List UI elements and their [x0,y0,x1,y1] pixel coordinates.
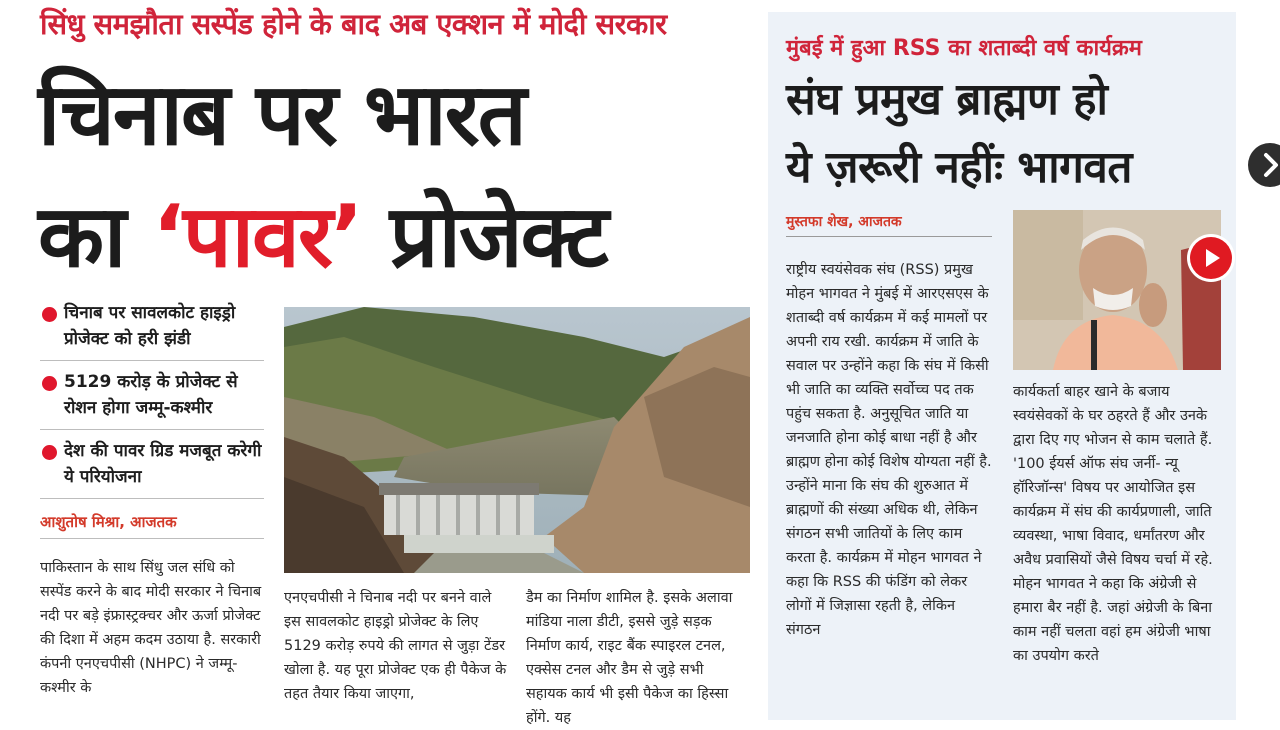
dam-photo [284,307,750,573]
bullet-item [40,369,264,430]
left-story-bullets [40,300,264,507]
right-story-kicker: मुंबई में हुआ RSS का शताब्दी वर्ष कार्यक्रम [786,36,1142,61]
left-story-headline-line1: चिनाब पर भारत [38,65,525,165]
bullet-dot-icon [42,445,57,460]
headline-text-post: प्रोजेक्ट [361,187,607,287]
right-story-byline: मुस्तफा शेख, आजतक [786,214,902,230]
bullet-text: देश की पावर ग्रिड मजबूत करेगी ये परियोजना [64,441,262,487]
bullet-text: 5129 करोड़ के प्रोजेक्ट से रोशन होगा जम्मू-कश्मीर [64,372,238,418]
bullet-dot-icon [42,376,57,391]
bullet-dot-icon [42,307,57,322]
left-story-column-3: डैम का निर्माण शामिल है. इसके अलावा मांडिया नाला डीटी, इससे जुड़े सड़क निर्माण कार्य, राइट बैंक स्पाइरल टनल, एक्सेस टनल और डैम से जुड़े सभी सहायक कार्य भी इसी पैकेज का हिस्सा होंगे. यह [526,590,733,726]
right-byline-divider [786,236,992,237]
left-story-kicker: सिंधु समझौता सस्पेंड होने के बाद अब एक्शन में मोदी सरकार [40,7,667,41]
right-story-column-1: राष्ट्रीय स्वयंसेवक संघ (RSS) प्रमुख मोहन भागवत ने मुंबई में आरएसएस के शताब्दी वर्ष कार्यक्रम में कई मामलों पर अपनी राय रखी. कार्यक्रम में जाति के सवाल पर उन्होंने कहा कि संघ में किसी भी जाति का व्यक्ति सर्वोच्च पद तक पहुंच सकता है. अनुसूचित जाति या जनजाति होना कोई बाधा नहीं है और ब्राह्मण होना कोई विशेष योग्यता नहीं है. उन्होंने माना कि संघ की शुरुआत में ब्राह्मणों की संख्या अधिक थी, लेकिन संगठन सभी जातियों के लिए काम करता है. कार्यक्रम में मोहन भागवत ने कहा कि RSS की फंडिंग को लेकर लोगों में जिज्ञासा रहती है, लेकिन संगठन [786,262,992,638]
headline-text-pre: का [38,187,153,287]
play-icon [1190,237,1232,279]
bullet-item [40,438,264,499]
bullet-item [40,300,264,361]
left-story-headline-line2 [38,187,607,287]
bhagwat-photo [1013,210,1221,370]
dam-photo-illustration [284,307,750,573]
right-story-headline-line2: ये ज़रूरी नहींः भागवत [786,142,1132,193]
speaker-photo-illustration [1013,210,1221,370]
left-story-byline: आशुतोष मिश्रा, आजतक [40,513,177,531]
next-page-button[interactable] [1248,143,1280,187]
right-story-headline-line1: संघ प्रमुख ब्राह्मण हो [786,74,1108,125]
headline-highlight: ‘पावर’ [152,187,362,287]
bullet-text: चिनाब पर सावलकोट हाइड्रो प्रोजेक्ट को हरी झंडी [64,303,236,349]
chevron-right-icon [1248,143,1280,187]
left-story-column-2: एनएचपीसी ने चिनाब नदी पर बनने वाले इस सावलकोट हाइड्रो प्रोजेक्ट के लिए 5129 करोड़ रुपये की लागत से जुड़ा टेंडर खोला है. यह पूरा प्रोजेक्ट एक ही पैकेज के तहत तैयार किया जाएगा, [284,590,507,702]
left-story-column-1: पाकिस्तान के साथ सिंधु जल संधि को सस्पेंड करने के बाद मोदी सरकार ने चिनाब नदी पर बड़े इंफ्रास्ट्रक्चर और ऊर्जा प्रोजेक्ट की दिशा में अहम कदम उठाया है. सरकारी कंपनी एनएचपीसी (NHPC) ने जम्मू-कश्मीर के [40,560,262,696]
video-play-button[interactable] [1190,237,1232,279]
byline-divider [40,538,264,539]
right-story-column-2: कार्यकर्ता बाहर खाने के बजाय स्वयंसेवकों के घर ठहरते हैं और उनके द्वारा दिए गए भोजन से काम चलाते हैं. '100 ईयर्स ऑफ संघ जर्नी- न्यू हॉरिजॉन्स' विषय पर आयोजित इस कार्यक्रम में संघ की कार्यप्रणाली, जाति व्यवस्था, भाषा विवाद, धर्मांतरण और अवैध प्रवासियों जैसे विषय चर्चा में रहे. मोहन भागवत ने कहा कि अंग्रेजी से हमारा बैर नहीं है. जहां अंग्रेजी के बिना काम नहीं चलता वहां हम अंग्रेजी भाषा का उपयोग करते [1013,384,1213,664]
